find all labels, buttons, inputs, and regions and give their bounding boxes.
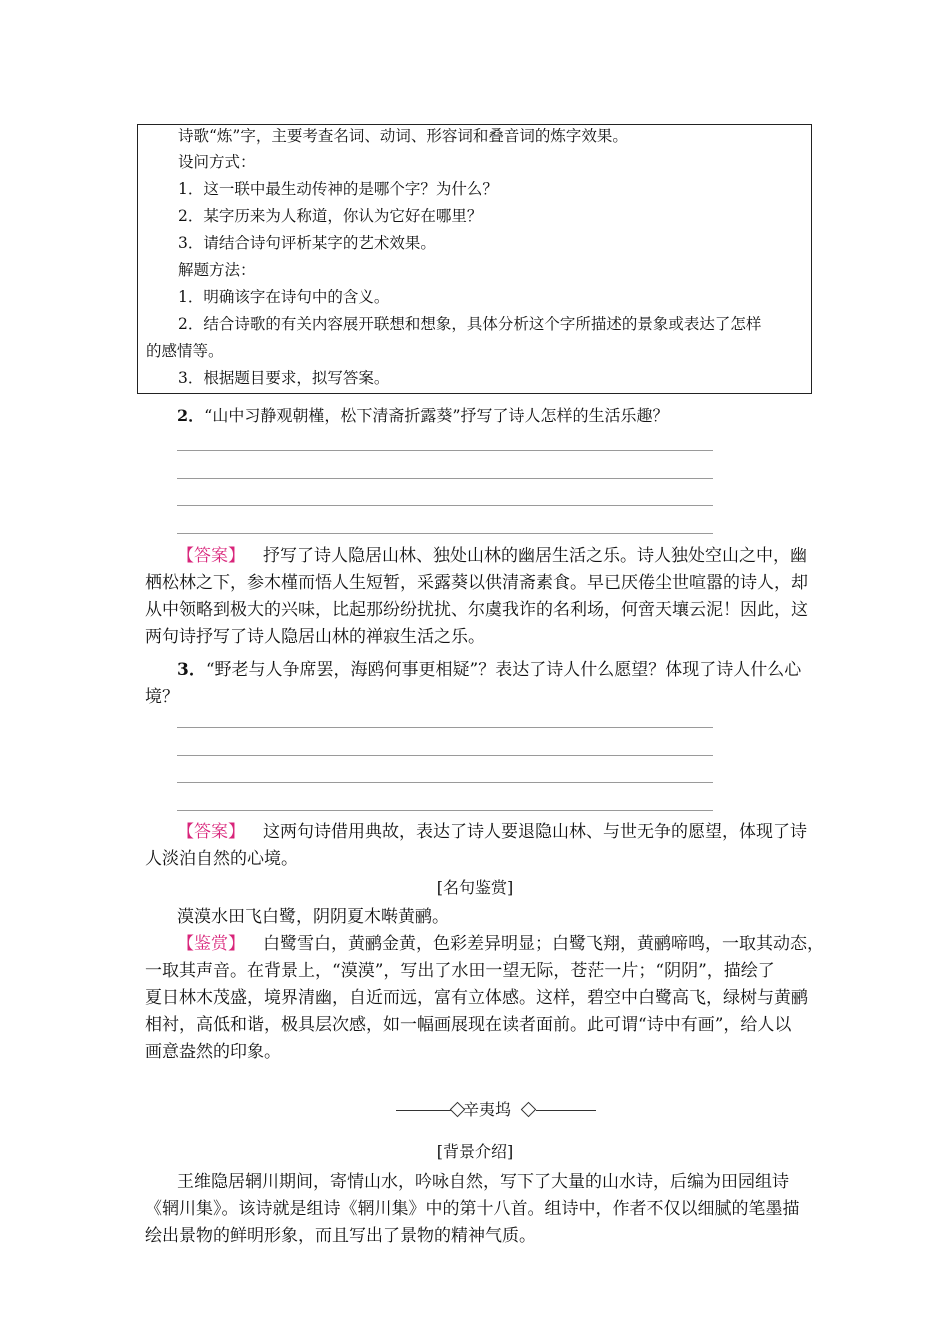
answer-line[interactable]	[177, 727, 713, 728]
answer-line[interactable]	[177, 782, 713, 783]
answer-line[interactable]	[177, 533, 713, 534]
answer-tag: 【答案】	[177, 546, 245, 566]
answer-3-line: 人淡泊自然的心境。	[145, 849, 298, 869]
background-line: 王维隐居辋川期间，寄情山水，吟咏自然，写下了大量的山水诗，后编为田园组诗	[177, 1172, 789, 1192]
box-line: 的感情等。	[146, 342, 224, 360]
divider-line	[396, 1110, 452, 1111]
box-line: 设问方式：	[178, 153, 256, 171]
answer-line[interactable]	[177, 505, 713, 506]
answer-line[interactable]	[177, 755, 713, 756]
diamond-icon	[521, 1102, 537, 1118]
box-line: 2．某字历来为人称道，你认为它好在哪里？	[178, 207, 483, 225]
method-box	[137, 124, 812, 394]
question-text: “野老与人争席罢，海鸥何事更相疑”？表达了诗人什么愿望？体现了诗人什么心	[205, 660, 802, 680]
answer-2-line	[177, 544, 807, 568]
box-line: 3．根据题目要求，拟写答案。	[178, 369, 390, 387]
question-3-line: 境？	[145, 687, 179, 707]
box-line: 2．结合诗歌的有关内容展开联想和想象，具体分析这个字所描述的景象或表达了怎样	[178, 315, 762, 333]
appreciation-text: 白鹭雪白，黄鹂金黄，色彩差异明显；白鹭飞翔，黄鹂啼鸣，一取其动态，	[263, 934, 824, 954]
answer-2-line: 栖松林之下，参木槿而悟人生短暂，采露葵以供清斋素食。早已厌倦尘世喧嚣的诗人，却	[145, 573, 808, 593]
answer-line[interactable]	[177, 478, 713, 479]
answer-text: 抒写了诗人隐居山林、独处山林的幽居生活之乐。诗人独处空山之中，幽	[263, 546, 807, 566]
divider-line	[536, 1110, 596, 1111]
answer-2-line: 从中领略到极大的兴味，比起那纷纷扰扰、尔虞我诈的名利场，何啻天壤云泥！因此，这	[145, 600, 808, 620]
answer-line[interactable]	[177, 810, 713, 811]
appreciation-line	[177, 932, 824, 956]
answer-2-line: 两句诗抒写了诗人隐居山林的禅寂生活之乐。	[145, 627, 485, 647]
appreciation-line: 相衬，高低和谐，极具层次感，如一幅画展现在读者面前。此可谓“诗中有画”，给人以	[145, 1015, 792, 1035]
poem-title: 辛夷坞	[463, 1100, 512, 1119]
question-number: 2．	[177, 406, 205, 425]
famous-quote: 漠漠水田飞白鹭，阴阴夏木啭黄鹂。	[177, 907, 449, 927]
background-line: 绘出景物的鲜明形象，而且写出了景物的精神气质。	[145, 1226, 536, 1246]
appreciation-line: 一取其声音。在背景上，“漠漠”，写出了水田一望无际，苍茫一片；“阴阴”，描绘了	[145, 961, 775, 981]
appreciation-line: 夏日林木茂盛，境界清幽，自近而远，富有立体感。这样，碧空中白鹭高飞，绿树与黄鹂	[145, 988, 808, 1008]
section-heading: [名句鉴赏]	[436, 878, 514, 897]
question-text: “山中习静观朝槿，松下清斋折露葵”抒写了诗人怎样的生活乐趣？	[204, 406, 669, 425]
box-line: 1．明确该字在诗句中的含义。	[178, 288, 390, 306]
question-3	[177, 658, 801, 682]
answer-line[interactable]	[177, 450, 713, 451]
answer-3-line	[177, 820, 807, 844]
box-line: 解题方法：	[178, 261, 256, 279]
question-2	[177, 405, 669, 427]
background-line: 《辋川集》。该诗就是组诗《辋川集》中的第十八首。组诗中，作者不仅以细腻的笔墨描	[145, 1199, 800, 1219]
box-line: 诗歌“炼”字，主要考查名词、动词、形容词和叠音词的炼字效果。	[178, 127, 628, 145]
question-number: 3．	[177, 660, 206, 680]
section-heading: [背景介绍]	[436, 1142, 514, 1161]
box-line: 1．这一联中最生动传神的是哪个字？为什么？	[178, 180, 498, 198]
box-line: 3．请结合诗句评析某字的艺术效果。	[178, 234, 436, 252]
poem-section-divider	[396, 1100, 596, 1120]
appreciation-tag: 【鉴赏】	[177, 934, 245, 954]
appreciation-line: 画意盎然的印象。	[145, 1042, 281, 1062]
answer-tag: 【答案】	[177, 822, 245, 842]
answer-text: 这两句诗借用典故，表达了诗人要退隐山林、与世无争的愿望，体现了诗	[263, 822, 807, 842]
